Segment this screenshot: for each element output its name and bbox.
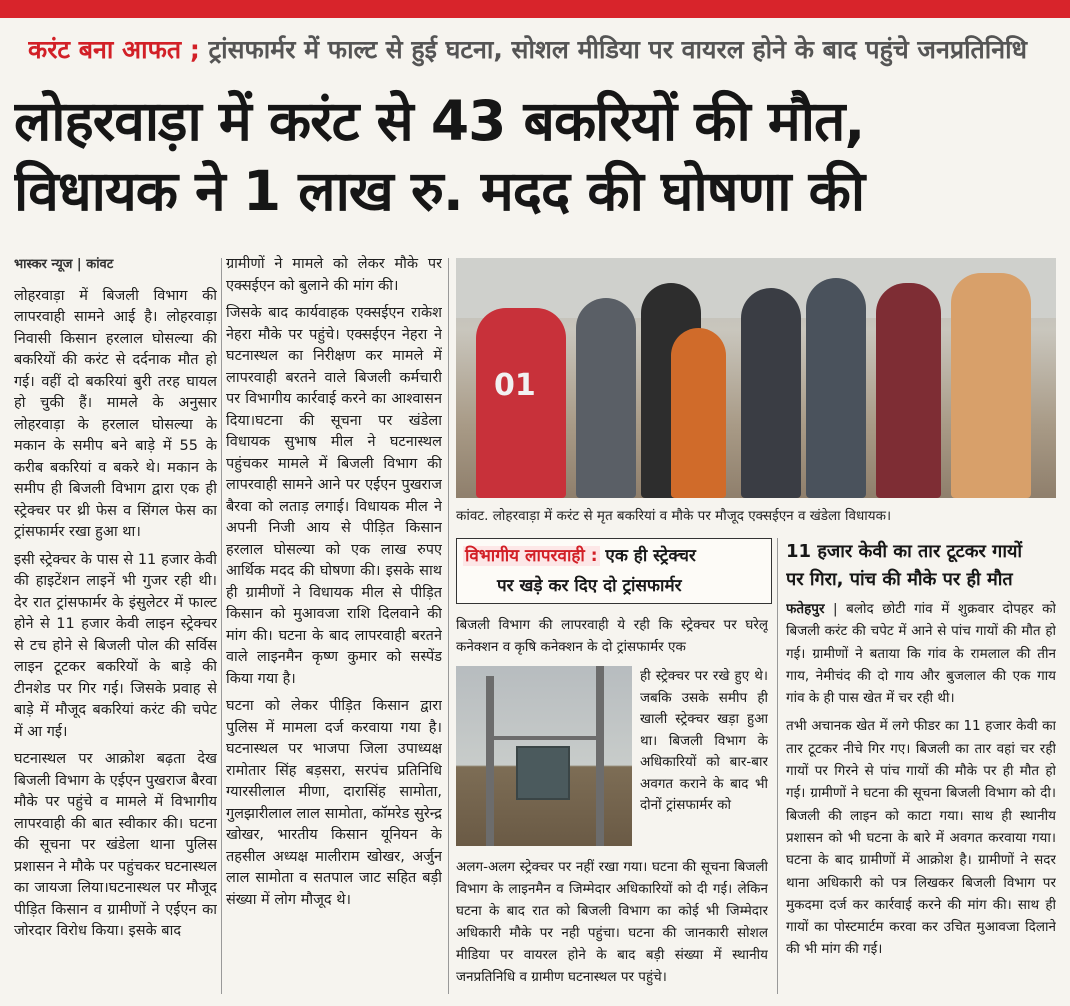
subhead-line-2: पर खड़े कर दिए दो ट्रांसफार्मर <box>497 576 682 596</box>
mid-side-text: ही स्ट्रेक्चर पर रखे हुए थे। जबकि उसके समीप ही खाली स्ट्रेक्चर खड़ा हुआ था। बिजली विभाग के अधिकारियों को बार-बार अवगत कराने के बाद भी दोनों ट्रांसफार्मर को <box>640 668 768 813</box>
col1-paragraph-2: इसी स्ट्रेक्चर के पास से 11 हजार केवी की हाइटेंशन लाइनें भी गुजर रही थी। देर रात ट्रांसफार्मर के इंसुलेटर में फाल्ट होने से 11 हजार केवी लाइन स्ट्रेक्चर से टच होने से बिजली पोल की सर्विस लाइन टूटकर बकरियों के बाड़े की टीनशेड पर गिर गई। जिसके प्रवाह से बाड़े में मौजूद बकरियां करंट की चपेट में आ गई। <box>14 551 217 740</box>
column-divider <box>777 538 778 994</box>
column-divider <box>448 258 449 994</box>
main-headline <box>14 86 1059 226</box>
col2-paragraph-2: जिसके बाद कार्यवाहक एक्सईएन राकेश नेहरा मौके पर पहुंचे। एक्सईएन नेहरा ने घटनास्थल का निरीक्षण कर मामले में लापरवाही बरतने वाले बिजली कर्मचारी पर विभागीय कार्रवाई करने का आश्वासन दिया।घटना की सूचना पर खंडेला विधायक सुभाष मील ने घटनास्थल पहुंचकर मामले में बिजली विभाग की लापरवाही सामने आने पर एईएन पुखराज बैरवा को लताड़ लगाई। विधायक मील ने अपनी निजी आय से पीड़ित किसान हरलाल घोसल्या को एक लाख रुपए आर्थिक मदद की घोषणा की। इसके साथ ही ग्रामीणों ने विधायक मील से पीड़ित किसान को मुआवजा राशि दिलवाने की मांग की। घटना के बाद लापरवाही बरतने वाले लाइनमैन कृष्ण कुमार को सस्पेंड किया गया है। <box>226 305 442 687</box>
headline-line-2: विधायक ने 1 लाख रु. मदद की घोषणा की <box>14 159 865 223</box>
right-paragraph-1 <box>786 598 1056 709</box>
right-headline-line-1: 11 हजार केवी का तार टूटकर गायों <box>786 541 1023 562</box>
col1-paragraph-3: घटनास्थल पर आक्रोश बढ़ता देख बिजली विभाग के एईएन पुखराज बैरवा मौके पर पहुंचे व मामले में विभागीय लापरवाही की बात स्वीकार की। घटना की सूचना पर खंडेला थाना पुलिस प्रशासन ने मौके पर पहुंचकर घटनास्थल का जायजा लिया।घटनास्थल पर मौजूद पीड़ित किसान व ग्रामीणों ने एईएन का जोरदार विरोध किया। इसके बाद <box>14 751 217 939</box>
kicker-line <box>28 28 1048 72</box>
photo-person <box>671 328 726 498</box>
right-article-body <box>786 598 1056 998</box>
photo-pole <box>596 666 604 846</box>
dateline: फतेहपुर <box>786 601 825 617</box>
col2-paragraph-1: ग्रामीणों ने मामले को लेकर मौके पर एक्सईएन को बुलाने की मांग की। <box>226 256 442 294</box>
photo-person <box>806 278 866 498</box>
photo-person <box>951 273 1031 498</box>
photo-caption: कांवट. लोहरवाड़ा में करंट से मृत बकरियां व मौके पर मौजूद एक्सईएन व खंडेला विधायक। <box>456 508 892 524</box>
col2-paragraph-3: घटना को लेकर पीड़ित किसान द्वारा पुलिस में मामला दर्ज करवाया गया है। घटनास्थल पर भाजपा जिला उपाध्यक्ष रामोतार सिंह बड़सरा, सरपंच प्रतिनिधि ग्यारसीलाल मीणा, दारासिंह सामोता, गुलझारीलाल लाल सामोता, कॉमरेड सुरेन्द्र खोखर, भारतीय किसान यूनियन के तहसील अध्यक्ष मालीराम खोखर, अर्जुन लाल सामोता व सतपाल जाट सहित बड़ी संख्या में लोग मौजूद थे। <box>226 698 442 908</box>
kicker-highlight: करंट बना आफत ; <box>28 35 200 64</box>
right-article-headline <box>786 538 1058 598</box>
subhead-line-1 <box>463 543 696 566</box>
col1-paragraph-1: लोहरवाड़ा में बिजली विभाग की लापरवाही सामने आई है। लोहरवाड़ा निवासी किसान हरलाल घोसल्या की बकरियों की करंट से दर्दनाक मौत हो गई। वहीं दो बकरियां बुरी तरह घायल हो चुकी हैं। मामले के अनुसार लोहरवाड़ा के हरलाल घोसल्या के मकान के समीप बने बाड़े में 55 के करीब बकरियां व बकरे थे। मकान के समीप ही बिजली विभाग द्वारा एक ही स्ट्रेक्चर पर थ्री फेस व सिंगल फेस का ट्रांसफार्मर रखा हुआ था। <box>14 287 217 540</box>
photo-person <box>576 298 636 498</box>
article-column-2 <box>226 254 442 994</box>
right-headline-line-2: पर गिरा, पांच की मौके पर ही मौत <box>786 569 1013 590</box>
mid-bottom-text: अलग-अलग स्ट्रेक्चर पर नहीं रखा गया। घटना की सूचना बिजली विभाग के लाइनमैन व जिम्मेदार अधिकारियों को दी गई। लेकिन घटना के बाद रात को बिजली विभाग का कोई भी जिम्मेदार अधिकारी मौके पर नही पहुंचा। घटना की जानकारी सोशल मीडिया पर वायरल होने के बाद बड़ी संख्या में स्थानीय जनप्रतिनिधि व ग्रामीण घटनास्थल पर पहुंचे। <box>456 859 768 985</box>
photo-crossbar <box>486 736 604 740</box>
news-photo-crowd <box>456 258 1056 498</box>
photo-transformer <box>516 746 570 800</box>
mid-intro-text: बिजली विभाग की लापरवाही ये रही कि स्ट्रेक्चर पर घरेलू कनेक्शन व कृषि कनेक्शन के दो ट्रांसफार्मर एक <box>456 617 768 655</box>
subhead-tag: विभागीय लापरवाही : <box>465 546 598 566</box>
subhead-box <box>456 538 772 604</box>
kicker-text: ट्रांसफार्मर में फाल्ट से हुई घटना, सोशल मीडिया पर वायरल होने के बाद पहुंचे जनप्रतिनिधि <box>199 35 1027 64</box>
byline: भास्कर न्यूज | कांवट <box>14 257 114 272</box>
photo-person <box>876 283 941 498</box>
column-divider <box>221 258 222 994</box>
photo-person <box>741 288 801 498</box>
top-red-bar <box>0 0 1070 18</box>
photo-pole <box>486 676 494 846</box>
subhead-line-1-rest: एक ही स्ट्रेक्चर <box>599 546 696 566</box>
right-paragraph-2: तभी अचानक खेत में लगे फीडर का 11 हजार केवी का तार टूटकर नीचे गिर गए। बिजली का तार वहां चर रही गायों पर गिरने से पांच गायों की मौके पर ही मौत हो गई। ग्रामीणों ने घटना की सूचना बिजली विभाग को दी। बिजली की लाइन को काटा गया। साथ ही स्थानीय प्रशासन को भी घटना के बारे में अवगत करवाया गया। घटना के बाद ग्रामीणों में आक्रोश है। ग्रामीणों ने सदर थाना अधिकारी को पत्र लिखकर बिजली विभाग पर मुकदमा दर्ज कर कार्रवाई करने की मांग की। साथ ही गायों का पोस्टमार्टम करवा कर उचित मुआवजा दिलाने की भी मांग की गई। <box>786 718 1056 958</box>
right-paragraph-1-text: | बलोद छोटी गांव में शुक्रवार दोपहर को बिजली करंट की चपेट में आने से पांच गायों की मौत हो गई। ग्रामीणों ने बताया कि गांव के रामलाल की तीन गाय, नेमीचंद की दो गाय और बुजलाल की एक गाय गांव के ही पास खेत में चर रही थी। <box>786 601 1056 707</box>
headline-line-1: लोहरवाड़ा में करंट से 43 बकरियों की मौत, <box>14 89 865 153</box>
photo-person <box>476 308 566 498</box>
article-column-1 <box>14 254 217 994</box>
sweater-number: 01 <box>494 368 536 403</box>
transformer-photo <box>456 666 632 846</box>
